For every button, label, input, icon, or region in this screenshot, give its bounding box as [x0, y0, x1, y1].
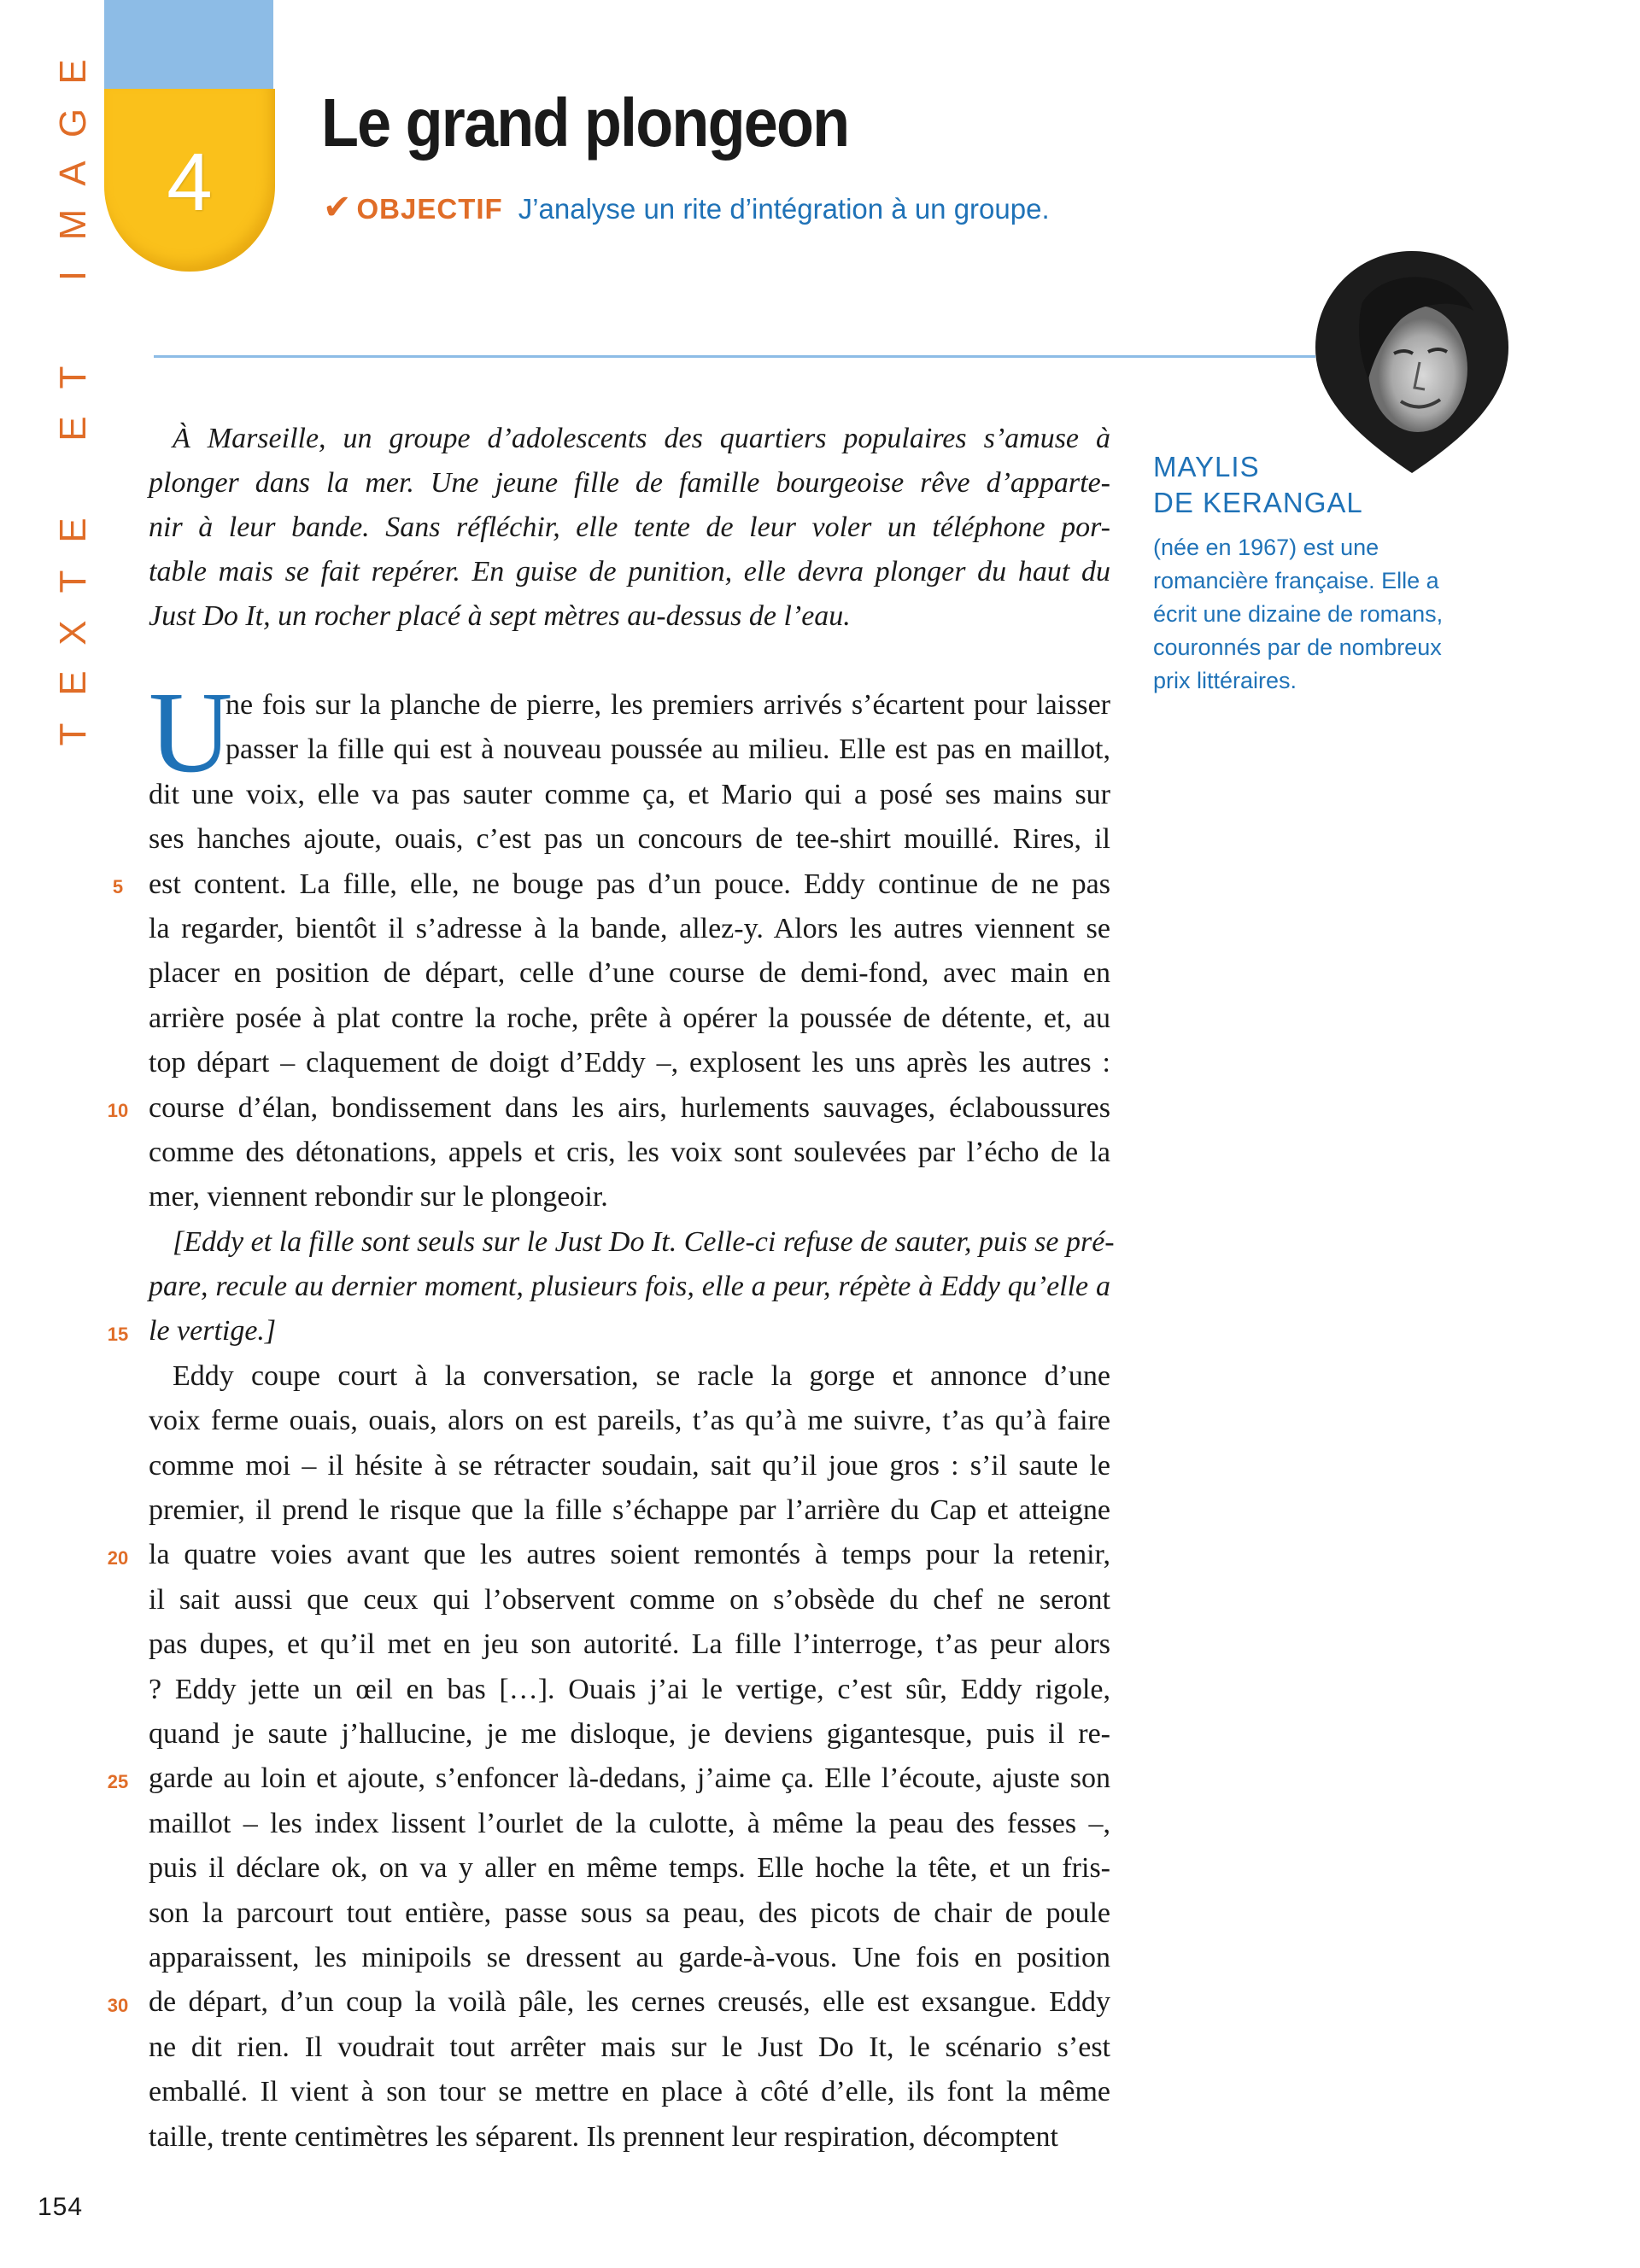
body-line: emballé. Il vient à son tour se mettre en place à côté d’elle, ils font la même	[149, 2076, 1110, 2108]
line-number: 15	[107, 1323, 129, 1345]
body-line: puis il déclare ok, on va y aller en même temps. Elle hoche la tête, et un fris-	[149, 1852, 1110, 1885]
check-icon: ✔	[323, 189, 352, 226]
body-line: la regarder, bientôt il s’adresse à la bande, allez-y. Alors les autres viennent se	[149, 912, 1110, 944]
intro-line: nir à leur bande. Sans réfléchir, elle tente de leur voler un téléphone por-	[149, 511, 1110, 543]
body-line: placer en position de départ, celle d’une course de demi-fond, avec main en	[149, 957, 1110, 990]
body-line: garde au loin et ajoute, s’enfoncer là-dedans, j’aime ça. Elle l’écoute, ajuste son	[149, 1762, 1110, 1795]
side-label-letter	[55, 307, 92, 345]
author-bio-line: romancière française. Elle a	[1153, 568, 1439, 593]
author-portrait	[1315, 251, 1508, 473]
side-label-letter: T	[52, 722, 94, 746]
body-line: pas dupes, et qu’il met en jeu son autorité. La fille l’interroge, t’as peur alors	[149, 1628, 1110, 1661]
body-line: apparaissent, les minipoils se dressent au garde-à-vous. Une fois en position	[149, 1941, 1110, 1973]
side-label-letter: E	[52, 517, 94, 543]
side-label-letter: E	[52, 59, 94, 85]
line-number: 30	[107, 1994, 129, 2016]
intro-line: Just Do It, un rocher placé à sept mètres au-dessus de l’eau.	[149, 600, 851, 632]
objective-text: J’analyse un rite d’intégration à un groupe.	[518, 193, 1050, 225]
side-label-letter: I	[52, 270, 94, 281]
author-bio-line: prix littéraires.	[1153, 668, 1297, 693]
line-number: 10	[107, 1099, 129, 1121]
body-line: pare, recule au dernier moment, plusieurs fois, elle a peur, répète à Eddy qu’elle a	[149, 1271, 1110, 1303]
side-label-letter	[55, 461, 92, 499]
body-line: top départ – claquement de doigt d’Eddy –, explosent les uns après les autres :	[149, 1047, 1110, 1079]
drop-cap: U	[149, 669, 233, 797]
body-line: course d’élan, bondissement dans les airs, hurlements sauvages, éclaboussures	[149, 1091, 1110, 1124]
body-line: voix ferme ouais, ouais, alors on est pareils, t’as qu’à me suivre, t’as qu’à faire	[149, 1405, 1110, 1437]
intro-line: plonger dans la mer. Une jeune fille de famille bourgeoise rêve d’apparte-	[149, 467, 1110, 499]
body-line: son la parcourt tout entière, passe sous sa peau, des picots de chair de poule	[149, 1897, 1110, 1929]
author-bio-line: écrit une dizaine de romans,	[1153, 601, 1444, 627]
side-label-letter: M	[52, 208, 94, 241]
author-bio-line: couronnés par de nombreux	[1153, 634, 1442, 660]
side-section-label	[48, 53, 99, 753]
body-line: arrière posée à plat contre la roche, prête à opérer la poussée de détente, et, au	[149, 1002, 1110, 1034]
body-line: est content. La fille, elle, ne bouge pas d’un pouce. Eddy continue de ne pas	[149, 868, 1110, 900]
author-bio-line: (née en 1967) est une	[1153, 535, 1379, 560]
objective-label: OBJECTIF	[356, 193, 503, 225]
body-line: dit une voix, elle va pas sauter comme ça, et Mario qui a posé ses mains sur	[149, 778, 1110, 810]
body-line: [Eddy et la fille sont seuls sur le Just Do It. Celle-ci refuse de sauter, puis se pré-	[173, 1225, 1115, 1258]
author-name-line: MAYLIS	[1153, 451, 1260, 482]
side-label-letter: E	[52, 416, 94, 441]
body-line: comme des détonations, appels et cris, les voix sont soulevées par l’écho de la	[149, 1136, 1110, 1168]
header-divider	[154, 355, 1315, 358]
line-number: 25	[107, 1770, 129, 1792]
side-label-letter: T	[52, 570, 94, 593]
body-line: ses hanches ajoute, ouais, c’est pas un concours de tee-shirt mouillé. Rires, il	[149, 823, 1110, 856]
side-label-letter: A	[52, 161, 94, 187]
body-line: quand je saute j’hallucine, je me disloque, je deviens gigantesque, puis il re-	[149, 1717, 1110, 1750]
side-label-letter: G	[52, 108, 94, 137]
body-line: il sait aussi que ceux qui l’observent comme on s’obsède du chef ne seront	[149, 1583, 1110, 1616]
body-line: mer, viennent rebondir sur le plongeoir.	[149, 1181, 608, 1213]
author-bio	[1153, 531, 1512, 698]
body-text	[149, 683, 1115, 2160]
line-number: 20	[107, 1546, 129, 1569]
body-line: maillot – les index lissent l’ourlet de la culotte, à même la peau des fesses –,	[149, 1807, 1110, 1839]
body-line: ne dit rien. Il voudrait tout arrêter mais sur le Just Do It, le scénario s’est	[149, 2031, 1110, 2063]
lesson-number: 4	[167, 137, 213, 228]
body-line: la quatre voies avant que les autres soient remontés à temps pour la retenir,	[149, 1539, 1110, 1571]
side-label-letter: X	[52, 619, 94, 646]
body-line: le vertige.]	[149, 1315, 277, 1347]
author-name-line: DE KERANGAL	[1153, 487, 1363, 518]
line-number: 5	[112, 875, 124, 897]
objective	[323, 188, 1050, 227]
body-line: ? Eddy jette un œil en bas […]. Ouais j’ai le vertige, c’est sûr, Eddy rigole,	[149, 1673, 1110, 1705]
page-title: Le grand plongeon	[321, 85, 849, 161]
body-line: ne fois sur la planche de pierre, les premiers arrivés s’écartent pour laisser	[226, 689, 1110, 721]
side-label-letter: E	[52, 670, 94, 696]
body-line: comme moi – il hésite à se rétracter soudain, sait qu’il joue gros : s’il saute le	[149, 1449, 1110, 1482]
side-label-letter: T	[52, 365, 94, 389]
body-line: Eddy coupe court à la conversation, se racle la gorge et annonce d’une	[173, 1359, 1110, 1392]
lesson-number-badge	[104, 89, 275, 272]
body-line: passer la fille qui est à nouveau poussée au milieu. Elle est pas en maillot,	[226, 734, 1110, 766]
body-line: taille, trente centimètres les séparent. Ils prennent leur respiration, décomptent	[149, 2120, 1058, 2153]
intro-line: table mais se fait repérer. En guise de punition, elle devra plonger du haut du	[149, 556, 1110, 587]
intro-paragraph	[149, 417, 1110, 639]
body-line: premier, il prend le risque que la fille s’échappe par l’arrière du Cap et atteigne	[149, 1494, 1110, 1527]
page-number: 154	[38, 2193, 84, 2221]
author-name	[1153, 449, 1363, 521]
body-line: de départ, d’un coup la voilà pâle, les cernes creusés, elle est exsangue. Eddy	[149, 1986, 1110, 2019]
intro-line: À Marseille, un groupe d’adolescents des quartiers populaires s’amuse à	[173, 423, 1110, 454]
